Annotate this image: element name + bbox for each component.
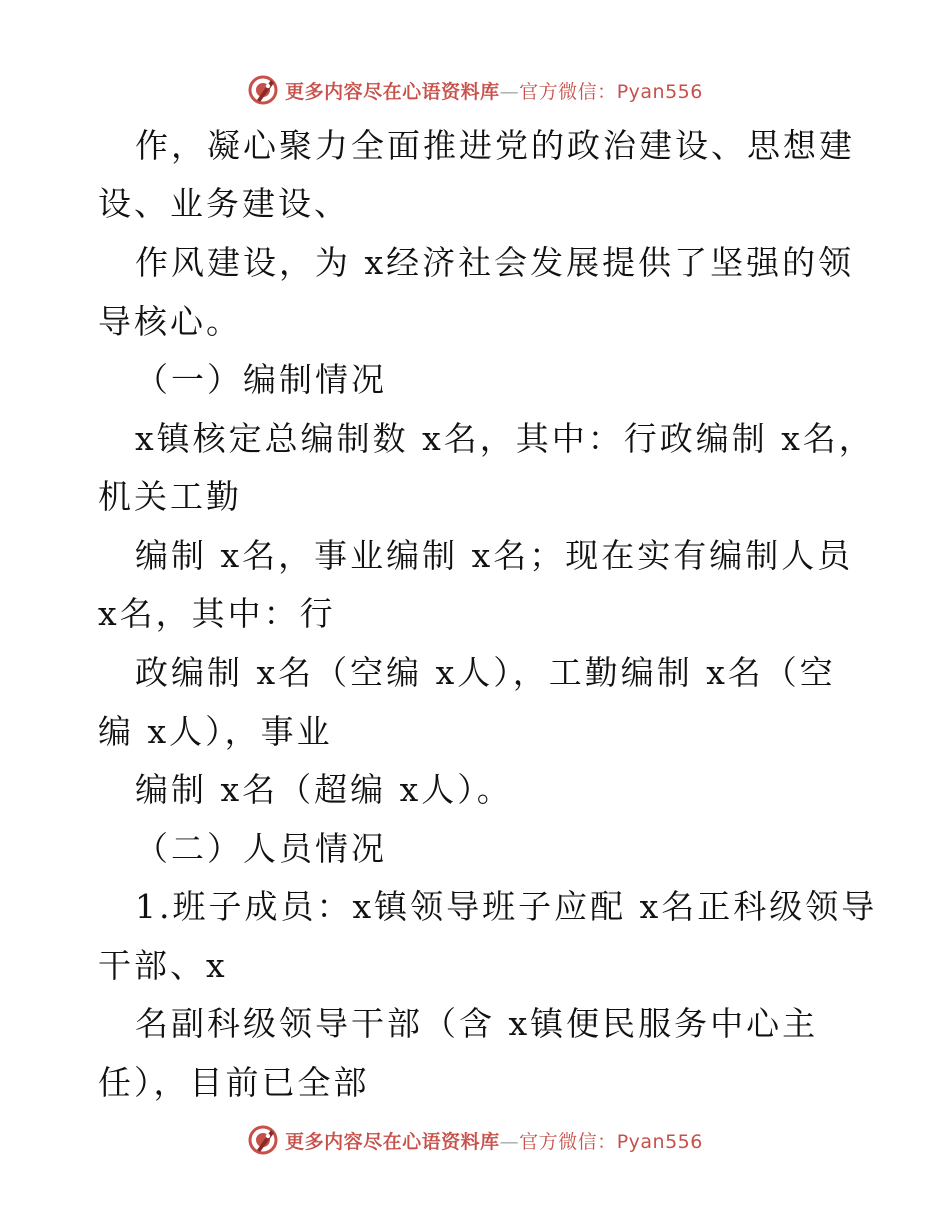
text-line: 干部、x xyxy=(98,946,228,985)
text-line: 任），目前已全部 xyxy=(98,1063,370,1102)
footer-banner xyxy=(0,1122,950,1158)
text-line: 编制 x名，事业编制 x名；现在实有编制人员 xyxy=(135,536,854,575)
header-wechat-id: Pyan556 xyxy=(616,80,703,103)
text-line: x镇核定总编制数 x名，其中：行政编制 x名， xyxy=(135,419,875,458)
footer-banner-separator: — xyxy=(499,1130,520,1153)
header-banner-separator: — xyxy=(499,80,520,103)
header-wechat-label: 官方微信： xyxy=(519,80,617,103)
section-heading: （一）编制情况 xyxy=(135,360,387,399)
pen-logo-icon xyxy=(247,74,279,106)
header-banner xyxy=(0,72,950,108)
text-line: 政编制 x名（空编 x人），工勤编制 x名（空 xyxy=(135,653,836,692)
text-line: 导核心。 xyxy=(98,302,242,341)
pen-logo-icon xyxy=(247,1124,279,1156)
header-banner-text xyxy=(285,77,703,104)
text-line: 名副科级领导干部（含 x镇便民服务中心主 xyxy=(135,1004,819,1043)
text-line: x名，其中：行 xyxy=(98,594,336,633)
text-line: 设、业务建设、 xyxy=(98,184,350,223)
text-line: 作风建设，为 x经济社会发展提供了坚强的领 xyxy=(135,243,855,282)
header-banner-main: 更多内容尽在心语资料库 xyxy=(285,80,500,103)
text-line: 1.班子成员：x镇领导班子应配 x名正科级领导 xyxy=(135,887,878,926)
footer-wechat-id: Pyan556 xyxy=(616,1130,703,1153)
footer-banner-main: 更多内容尽在心语资料库 xyxy=(285,1130,500,1153)
text-line: 作，凝心聚力全面推进党的政治建设、思想建 xyxy=(135,126,855,165)
text-line: 编制 x名（超编 x人）。 xyxy=(135,770,513,809)
text-line: 机关工勤 xyxy=(98,477,242,516)
footer-banner-text xyxy=(285,1127,703,1154)
text-line: 编 x人），事业 xyxy=(98,712,333,751)
footer-wechat-label: 官方微信： xyxy=(519,1130,617,1153)
section-heading: （二）人员情况 xyxy=(135,829,387,868)
